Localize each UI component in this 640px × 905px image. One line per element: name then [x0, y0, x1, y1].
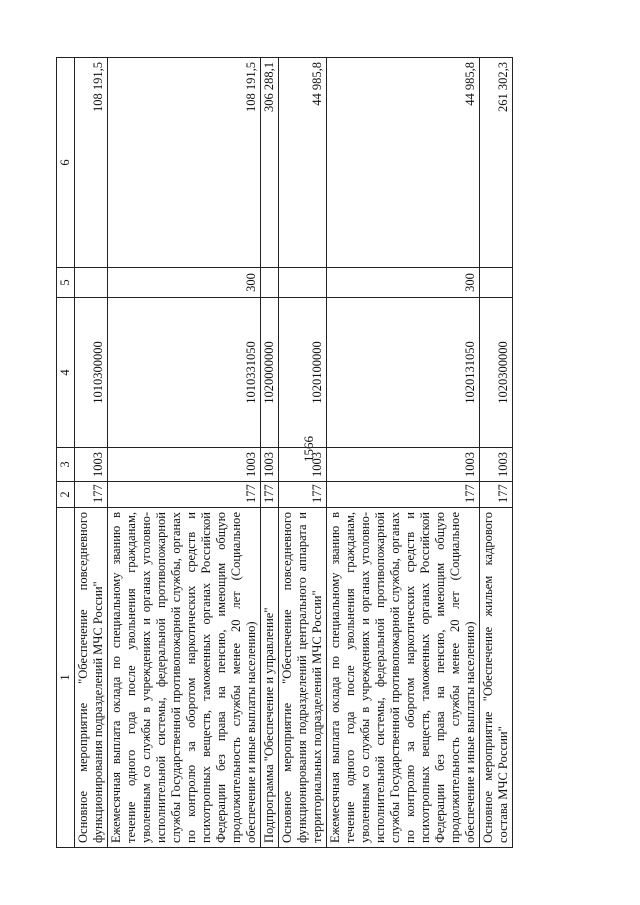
row-amount: 108 191,5	[75, 58, 108, 268]
row-amount: 44 985,8	[327, 58, 480, 268]
table-row	[261, 58, 279, 848]
row-type	[75, 268, 108, 298]
row-section: 1003	[480, 448, 513, 482]
row-type	[480, 268, 513, 298]
row-name: Основное мероприятие "Обеспечение повседневного функционирования подразделений центрального аппарата и территориальных подразделений МЧС России"	[279, 508, 327, 848]
row-target: 1020100000	[279, 298, 327, 448]
row-section: 1003	[108, 448, 261, 482]
table-row	[108, 58, 261, 848]
row-section: 1003	[279, 448, 327, 482]
row-target: 1010331050	[108, 298, 261, 448]
header-col-4: 4	[57, 298, 75, 448]
row-target: 1010300000	[75, 298, 108, 448]
row-name: Основное мероприятие "Обеспечение жильем кадрового состава МЧС России"	[480, 508, 513, 848]
row-ministry: 177	[279, 482, 327, 508]
row-target: 1020300000	[480, 298, 513, 448]
row-ministry: 177	[327, 482, 480, 508]
header-col-5: 5	[57, 268, 75, 298]
row-section: 1003	[75, 448, 108, 482]
header-col-3: 3	[57, 448, 75, 482]
row-section: 1003	[327, 448, 480, 482]
row-name: Ежемесячная выплата оклада по специальному званию в течение одного года после увольнения гражданам, уволенным со службы в учреждениях и органах уголовно-исполнительной системы, федеральной противопожарной службы Государственной противопожарной службы, органах по контролю за оборотом наркотических средств и психотропных веществ, таможенных органах Российской Федерации без права на пенсию, имеющим общую продолжительность службы менее 20 лет (Социальное обеспечение и иные выплаты населению)	[108, 508, 261, 848]
row-target: 1020131050	[327, 298, 480, 448]
row-amount: 44 985,8	[279, 58, 327, 268]
budget-table	[56, 57, 513, 848]
table-row	[75, 58, 108, 848]
row-ministry: 177	[261, 482, 279, 508]
header-col-1: 1	[57, 508, 75, 848]
row-ministry: 177	[108, 482, 261, 508]
table-row	[279, 58, 327, 848]
row-name: Основное мероприятие "Обеспечение повседневного функционирования подразделений МЧС России"	[75, 508, 108, 848]
row-name: Ежемесячная выплата оклада по специальному званию в течение одного года после увольнения гражданам, уволенным со службы в учреждениях и органах уголовно-исполнительной системы, федеральной противопожарной службы Государственной противопожарной службы, органах по контролю за оборотом наркотических средств и психотропных веществ, таможенных органах Российской Федерации без права на пенсию, имеющим общую продолжительность службы менее 20 лет (Социальное обеспечение и иные выплаты населению)	[327, 508, 480, 848]
row-amount: 261 302,3	[480, 58, 513, 268]
row-type	[279, 268, 327, 298]
header-col-2: 2	[57, 482, 75, 508]
row-amount: 108 191,5	[108, 58, 261, 268]
page-number: 1566	[301, 436, 316, 462]
table-row	[327, 58, 480, 848]
row-type: 300	[327, 268, 480, 298]
row-section: 1003	[261, 448, 279, 482]
row-amount: 306 288,1	[261, 58, 279, 268]
row-name: Подпрограмма "Обеспечение и управление"	[261, 508, 279, 848]
header-row	[57, 58, 75, 848]
row-ministry: 177	[480, 482, 513, 508]
header-col-6: 6	[57, 58, 75, 268]
table-row	[480, 58, 513, 848]
row-ministry: 177	[75, 482, 108, 508]
row-type: 300	[108, 268, 261, 298]
row-target: 1020000000	[261, 298, 279, 448]
row-type	[261, 268, 279, 298]
rotated-page	[56, 58, 636, 848]
